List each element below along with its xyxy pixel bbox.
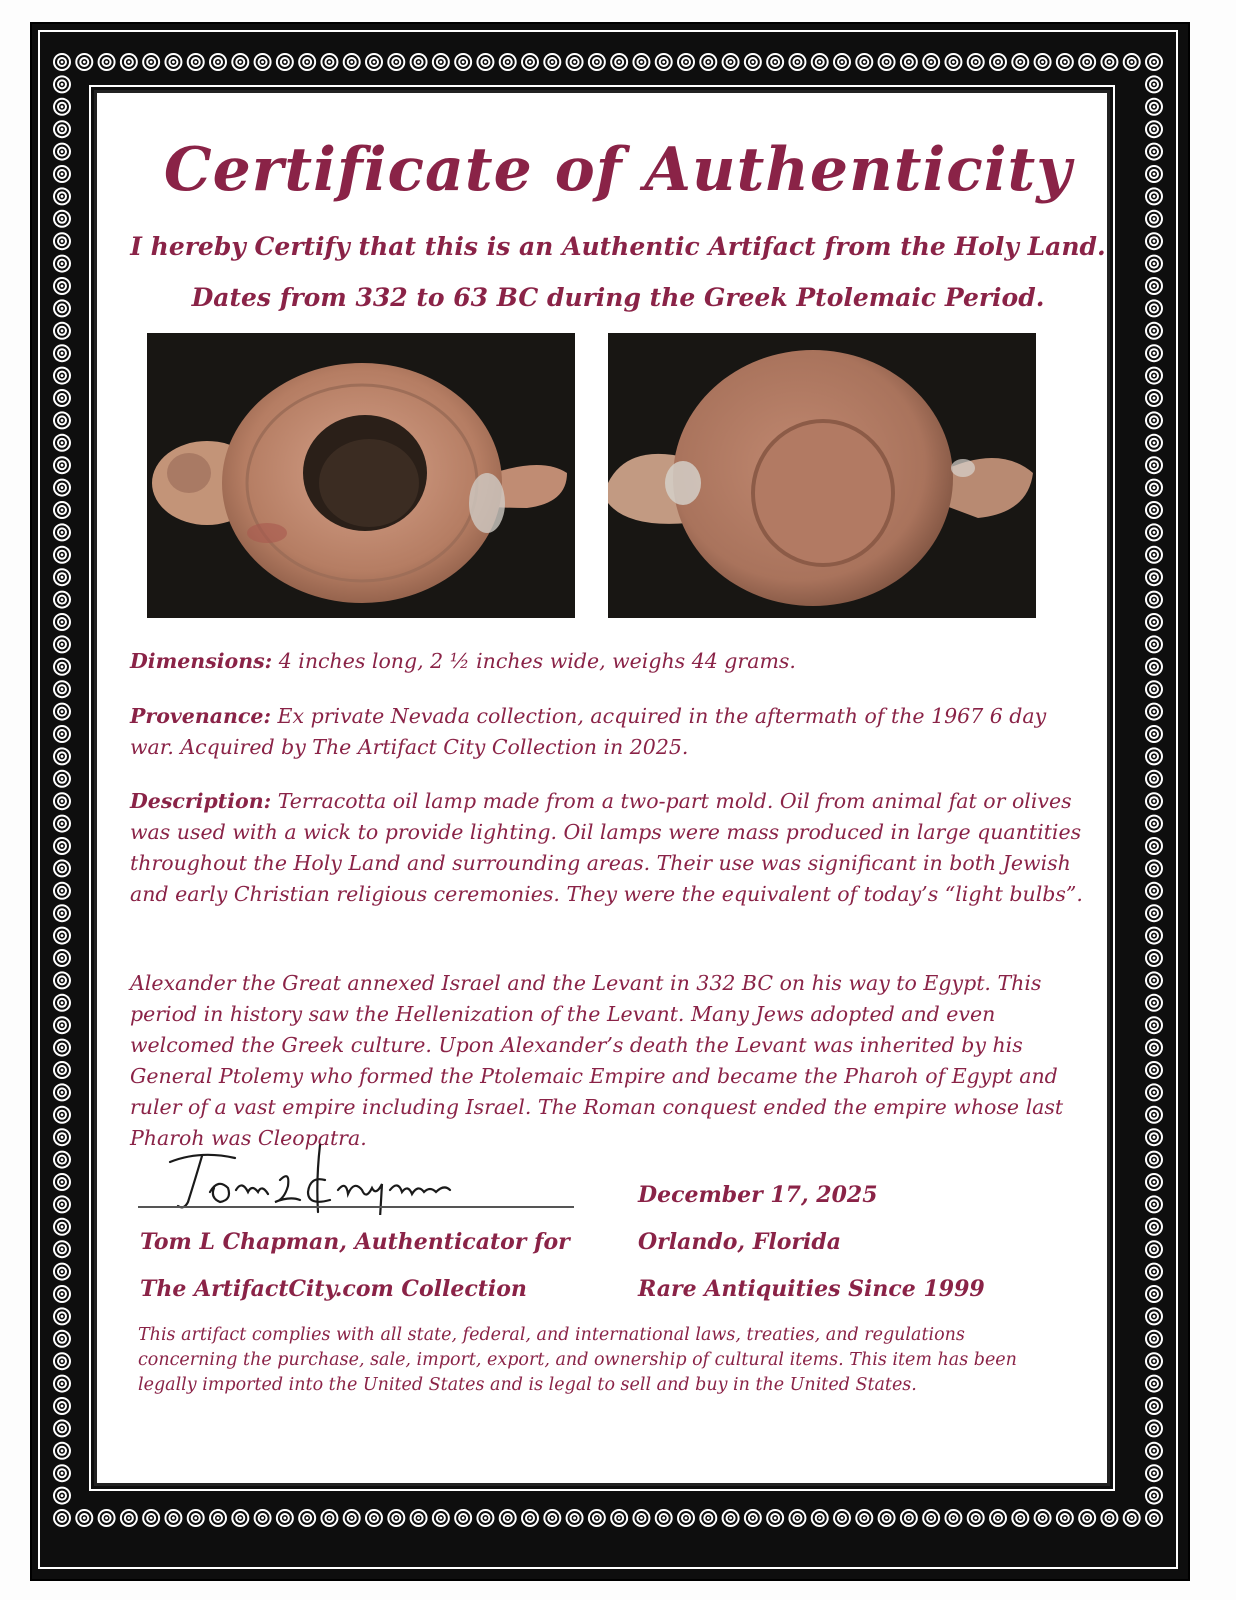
certificate-subtitle-holy-land: I hereby Certify that this is an Authentic Artifact from the Holy Land. [130, 232, 1106, 261]
border-ring [142, 53, 160, 71]
signature-line [138, 1206, 574, 1208]
border-ring [521, 1509, 539, 1527]
border-ring [566, 1509, 584, 1527]
border-ring [521, 53, 539, 71]
border-ring [1145, 98, 1163, 116]
border-ring [788, 53, 806, 71]
border-ring [1145, 1061, 1163, 1079]
border-ring [53, 1263, 71, 1281]
provenance-paragraph [130, 701, 1090, 763]
border-ring [1145, 1375, 1163, 1393]
border-ring [1056, 1509, 1074, 1527]
border-ring [1034, 1509, 1052, 1527]
border-ring [655, 1509, 673, 1527]
border-ring [387, 53, 405, 71]
border-ring [1145, 456, 1163, 474]
border-ring [1145, 501, 1163, 519]
border-ring [1145, 1330, 1163, 1348]
border-ring [722, 53, 740, 71]
border-ring [53, 904, 71, 922]
border-ring [53, 1375, 71, 1393]
border-ring [53, 98, 71, 116]
history-paragraph: Alexander the Great annexed Israel and the Levant in 332 BC on his way to Egypt. This period in history saw the Hellenization of the Levant. Many Jews adopted and even welcomed the Greek culture. Upon Alexander’s death the Levant was inherited by his General Ptolemy who formed the Ptolemaic Empire and became the Pharoh of Egypt and ruler of a vast empire including Israel. The Roman conquest ended the empire whose last Pharoh was Cleopatra. [130, 971, 1064, 1150]
border-ring [476, 1509, 494, 1527]
border-ring [164, 53, 182, 71]
border-ring [766, 53, 784, 71]
certificate-date: December 17, 2025 [638, 1182, 878, 1208]
border-ring [53, 725, 71, 743]
border-ring [766, 1509, 784, 1527]
provenance-label: Provenance: [130, 704, 272, 728]
border-ring [53, 546, 71, 564]
border-ring [120, 53, 138, 71]
border-ring [53, 703, 71, 721]
border-ring [1145, 680, 1163, 698]
border-ring [1145, 658, 1163, 676]
border-ring [677, 1509, 695, 1527]
border-ring [53, 658, 71, 676]
border-ring [98, 1509, 116, 1527]
border-ring [922, 1509, 940, 1527]
border-ring [410, 1509, 428, 1527]
border-ring [1145, 322, 1163, 340]
border-ring [1145, 1195, 1163, 1213]
border-ring [989, 1509, 1007, 1527]
border-ring [1145, 389, 1163, 407]
border-ring [53, 1240, 71, 1258]
border-ring [187, 53, 205, 71]
provenance-text: Ex private Nevada collection, acquired in the aftermath of the 1967 6 day war. Acquired by The Artifact City Collection in 2025. [130, 704, 1047, 759]
border-ring [53, 1173, 71, 1191]
border-ring [53, 456, 71, 474]
description-paragraph [130, 786, 1090, 910]
border-ring [53, 1330, 71, 1348]
border-ring [53, 367, 71, 385]
border-ring [53, 389, 71, 407]
border-ring [75, 1509, 93, 1527]
border-ring [1145, 1442, 1163, 1460]
border-ring [833, 1509, 851, 1527]
border-ring [53, 1218, 71, 1236]
border-ring [53, 1442, 71, 1460]
border-ring [811, 53, 829, 71]
border-ring [387, 1509, 405, 1527]
border-ring [320, 53, 338, 71]
border-ring [1145, 210, 1163, 228]
border-ring [900, 1509, 918, 1527]
border-ring [1145, 859, 1163, 877]
border-ring [1145, 53, 1163, 71]
border-ring [788, 1509, 806, 1527]
certificate-title: Certificate of Authenticity [163, 135, 1073, 205]
description-label: Description: [130, 789, 272, 813]
artifact-photo-top-view [147, 333, 575, 618]
border-ring [855, 1509, 873, 1527]
border-ring [1145, 815, 1163, 833]
border-ring [588, 1509, 606, 1527]
border-ring [900, 53, 918, 71]
signer-name: Tom L Chapman, Authenticator for [140, 1229, 570, 1255]
border-ring [699, 1509, 717, 1527]
border-ring [53, 1397, 71, 1415]
border-ring [365, 1509, 383, 1527]
border-ring [53, 344, 71, 362]
border-ring [1145, 1240, 1163, 1258]
border-ring [410, 53, 428, 71]
border-ring [53, 1151, 71, 1169]
border-ring [1145, 635, 1163, 653]
border-ring [967, 53, 985, 71]
border-ring [1145, 927, 1163, 945]
artifact-photo-bottom-view [608, 333, 1036, 618]
border-ring [1034, 53, 1052, 71]
border-ring [632, 53, 650, 71]
border-ring [254, 1509, 272, 1527]
border-ring [1145, 434, 1163, 452]
border-ring [1145, 591, 1163, 609]
border-ring [1145, 725, 1163, 743]
border-ring [632, 1509, 650, 1527]
border-ring [53, 523, 71, 541]
border-ring [53, 411, 71, 429]
border-ring [1145, 1218, 1163, 1236]
border-ring [53, 927, 71, 945]
border-ring [1145, 344, 1163, 362]
border-ring [610, 1509, 628, 1527]
border-ring [811, 1509, 829, 1527]
border-ring [298, 1509, 316, 1527]
border-ring [1145, 994, 1163, 1012]
border-ring [878, 53, 896, 71]
border-ring [543, 1509, 561, 1527]
border-ring [53, 747, 71, 765]
border-ring [298, 53, 316, 71]
border-ring [53, 1487, 71, 1505]
border-ring [231, 1509, 249, 1527]
border-ring [53, 1039, 71, 1057]
dimensions-label: Dimensions: [130, 649, 273, 673]
border-ring [53, 568, 71, 586]
border-ring [744, 1509, 762, 1527]
dimensions-text: 4 inches long, 2 ½ inches wide, weighs 44 grams. [272, 649, 796, 673]
border-ring [1145, 703, 1163, 721]
border-ring [1145, 613, 1163, 631]
border-ring [967, 1509, 985, 1527]
border-ring [1078, 1509, 1096, 1527]
border-ring [53, 591, 71, 609]
border-ring [878, 1509, 896, 1527]
border-ring [254, 53, 272, 71]
border-ring [53, 1285, 71, 1303]
border-ring [1078, 53, 1096, 71]
border-ring [142, 1509, 160, 1527]
border-ring [1145, 1285, 1163, 1303]
border-ring [98, 53, 116, 71]
border-ring [343, 53, 361, 71]
border-ring [432, 1509, 450, 1527]
border-ring [209, 1509, 227, 1527]
border-ring [1145, 568, 1163, 586]
border-ring [944, 1509, 962, 1527]
border-ring [53, 1061, 71, 1079]
border-ring [53, 859, 71, 877]
border-ring [1145, 1173, 1163, 1191]
border-ring [53, 1016, 71, 1034]
border-ring [53, 322, 71, 340]
border-ring [231, 53, 249, 71]
border-ring [53, 882, 71, 900]
border-ring [1145, 1397, 1163, 1415]
border-ring [53, 1106, 71, 1124]
border-ring [53, 1419, 71, 1437]
border-ring [53, 1195, 71, 1213]
border-ring [454, 1509, 472, 1527]
border-ring [1100, 1509, 1118, 1527]
border-ring [53, 434, 71, 452]
border-ring [1145, 1263, 1163, 1281]
border-ring [53, 815, 71, 833]
border-ring [744, 53, 762, 71]
border-ring [566, 53, 584, 71]
border-ring [1145, 971, 1163, 989]
border-ring [53, 949, 71, 967]
border-ring [1011, 53, 1029, 71]
border-ring [209, 53, 227, 71]
border-ring [1145, 1509, 1163, 1527]
border-ring [1145, 367, 1163, 385]
border-ring [53, 1307, 71, 1325]
border-ring [1145, 792, 1163, 810]
border-ring [320, 1509, 338, 1527]
border-ring [53, 1352, 71, 1370]
border-ring [1145, 1419, 1163, 1437]
border-ring [1145, 747, 1163, 765]
border-ring [1145, 546, 1163, 564]
certificate-subtitle-dates: Dates from 332 to 63 BC during the Greek Ptolemaic Period. [191, 283, 1045, 312]
handwritten-signature [140, 1140, 580, 1215]
border-ring [53, 210, 71, 228]
border-ring [53, 792, 71, 810]
border-ring [677, 53, 695, 71]
border-ring [543, 53, 561, 71]
border-ring [53, 770, 71, 788]
border-ring [1145, 1151, 1163, 1169]
border-ring [722, 1509, 740, 1527]
border-ring [120, 1509, 138, 1527]
border-ring [1100, 53, 1118, 71]
border-ring [53, 680, 71, 698]
description-text: Terracotta oil lamp made from a two-part mold. Oil from animal fat or olives was used with a wick to provide lighting. Oil lamps were mass produced in large quantities throughout the Holy Land and surrounding areas. Their use was significant in both Jewish and early Christian religious ceremonies. They were the equivalent of today’s “light bulbs”. [130, 789, 1083, 906]
border-ring [989, 53, 1007, 71]
border-ring [53, 1128, 71, 1146]
border-ring [610, 53, 628, 71]
border-ring [276, 53, 294, 71]
border-ring [53, 971, 71, 989]
border-ring [53, 53, 71, 71]
border-ring [53, 75, 71, 93]
border-ring [588, 53, 606, 71]
border-ring [432, 53, 450, 71]
border-ring [922, 53, 940, 71]
border-ring [53, 1509, 71, 1527]
border-ring [833, 53, 851, 71]
border-ring [365, 53, 383, 71]
border-ring [1145, 1464, 1163, 1482]
legal-compliance-notice: This artifact complies with all state, federal, and international laws, treaties, and regulations concerning the purchase, sale, import, export, and ownership of cultural items. This item has been legally imported into the United States and is legal to sell and buy in the United States. [138, 1325, 1017, 1395]
border-ring [1145, 1016, 1163, 1034]
border-ring [655, 53, 673, 71]
border-ring [53, 479, 71, 497]
dimensions-paragraph [130, 646, 1090, 677]
border-ring [1145, 1307, 1163, 1325]
border-ring [1145, 1352, 1163, 1370]
border-ring [1056, 53, 1074, 71]
border-ring [499, 1509, 517, 1527]
border-ring [1145, 882, 1163, 900]
border-ring [53, 613, 71, 631]
border-ring [1145, 837, 1163, 855]
border-ring [1145, 904, 1163, 922]
border-ring [1145, 1039, 1163, 1057]
border-ring [1145, 1128, 1163, 1146]
border-ring [855, 53, 873, 71]
border-ring [276, 1509, 294, 1527]
border-ring [454, 53, 472, 71]
border-ring [53, 635, 71, 653]
border-ring [1145, 1487, 1163, 1505]
border-ring [1011, 1509, 1029, 1527]
border-ring [1145, 1106, 1163, 1124]
border-ring [343, 1509, 361, 1527]
border-ring [53, 994, 71, 1012]
border-ring [1145, 523, 1163, 541]
border-ring [1145, 949, 1163, 967]
border-ring [499, 53, 517, 71]
border-ring [699, 53, 717, 71]
border-ring [187, 1509, 205, 1527]
border-ring [1145, 75, 1163, 93]
border-ring [1123, 1509, 1141, 1527]
border-ring [164, 1509, 182, 1527]
border-ring [944, 53, 962, 71]
border-ring [53, 1083, 71, 1101]
border-ring [1123, 53, 1141, 71]
border-ring [1145, 411, 1163, 429]
border-ring [476, 53, 494, 71]
border-ring [1145, 479, 1163, 497]
border-ring [1145, 770, 1163, 788]
border-ring [75, 53, 93, 71]
border-ring [53, 501, 71, 519]
border-ring [53, 837, 71, 855]
company-tagline: Rare Antiquities Since 1999 [638, 1276, 985, 1302]
border-ring [1145, 1083, 1163, 1101]
certificate-location: Orlando, Florida [638, 1229, 841, 1255]
border-ring [53, 1464, 71, 1482]
signer-organization: The ArtifactCity.com Collection [140, 1276, 527, 1302]
